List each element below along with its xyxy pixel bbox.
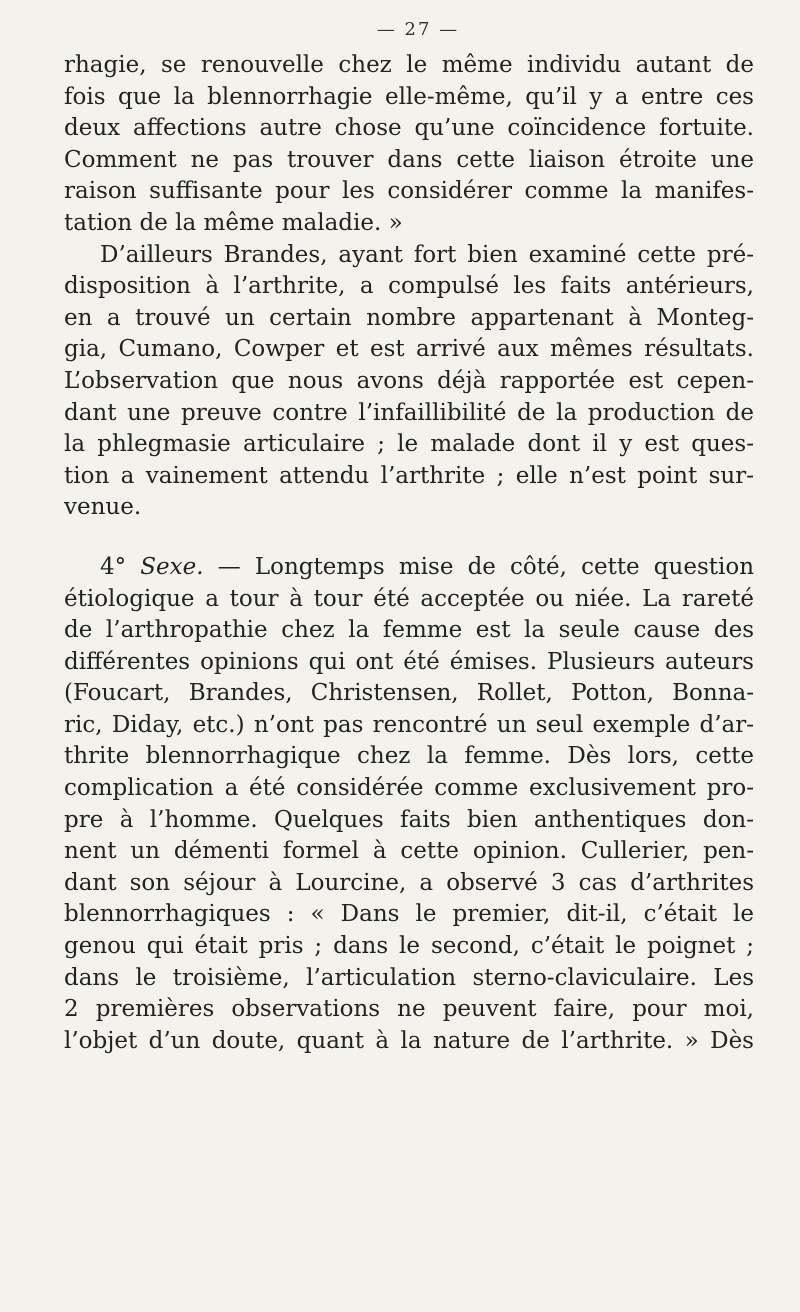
text-line: différentes opinions qui ont été émises. Plusieurs auteurs — [64, 648, 754, 675]
paragraph-3 — [64, 552, 754, 1058]
text-line: étiologique a tour à tour été acceptée ou niée. La rareté — [64, 585, 754, 612]
text-line: nent un démenti formel à cette opinion. Cullerier, pen- — [64, 838, 754, 865]
text-line: Comment ne pas trouver dans cette liaison étroite une — [64, 146, 754, 173]
section-heading-text: — Longtemps mise de côté, cette question — [217, 553, 754, 580]
text-line: gia, Cumano, Cowper et est arrivé aux mêmes résultats. — [64, 336, 754, 363]
section-number: 4° — [100, 553, 127, 580]
paragraph-1 — [64, 50, 754, 240]
text-line: genou qui était pris ; dans le second, c’était le poignet ; — [64, 933, 754, 960]
paragraph-2 — [64, 240, 754, 524]
page-number: — 27 — — [376, 19, 460, 40]
text-line: (Foucart, Brandes, Christensen, Rollet, Potton, Bonna- — [64, 680, 754, 707]
section-title: Sexe. — [140, 553, 204, 580]
text-line: deux affections autre chose qu’une coïncidence fortuite. — [64, 115, 754, 142]
text-line: raison suffisante pour les considérer comme la manifes- — [64, 178, 754, 205]
text-line: rhagie, se renouvelle chez le même individu autant de — [64, 52, 754, 78]
document-page — [64, 10, 754, 1057]
section-gap — [64, 524, 754, 552]
text-line: D’ailleurs Brandes, ayant fort bien examiné cette pré- — [100, 241, 754, 268]
text-line: fois que la blennorrhagie elle-même, qu’il y a entre ces — [64, 83, 754, 110]
text-line: dans le troisième, l’articulation sterno-claviculaire. Les — [64, 964, 754, 991]
text-line: l’objet d’un doute, quant à la nature de l’arthrite. » Dès — [64, 1027, 754, 1054]
text-line: la phlegmasie articulaire ; le malade dont il y est ques- — [64, 431, 754, 458]
text-line: pre à l’homme. Quelques faits bien anthentiques don- — [64, 806, 754, 833]
text-line: tation de la même maladie. » — [64, 209, 403, 236]
text-line: ric, Diday, etc.) n’ont pas rencontré un seul exemple d’ar- — [64, 711, 754, 738]
text-line: 2 premières observations ne peuvent faire, pour moi, — [64, 996, 754, 1023]
text-line: tion a vainement attendu l’arthrite ; elle n’est point sur- — [64, 462, 754, 489]
text-line: L’observation que nous avons déjà rapportée est cepen- — [64, 367, 754, 394]
text-line: dant une preuve contre l’infaillibilité de la production de — [64, 399, 754, 426]
text-line: de l’arthropathie chez la femme est la seule cause des — [64, 617, 754, 644]
text-line: disposition à l’arthrite, a compulsé les faits antérieurs, — [64, 273, 754, 300]
text-line: thrite blennorrhagique chez la femme. Dès lors, cette — [64, 743, 754, 770]
text-line: dant son séjour à Lourcine, a observé 3 cas d’arthrites — [64, 869, 754, 896]
text-line: venue. — [64, 494, 142, 521]
section-heading-line — [64, 552, 754, 584]
text-line: complication a été considérée comme exclusivement pro- — [64, 775, 754, 802]
text-line: blennorrhagiques : « Dans le premier, dit-il, c’était le — [64, 901, 754, 928]
text-line: en a trouvé un certain nombre appartenant à Monteg- — [64, 304, 754, 331]
